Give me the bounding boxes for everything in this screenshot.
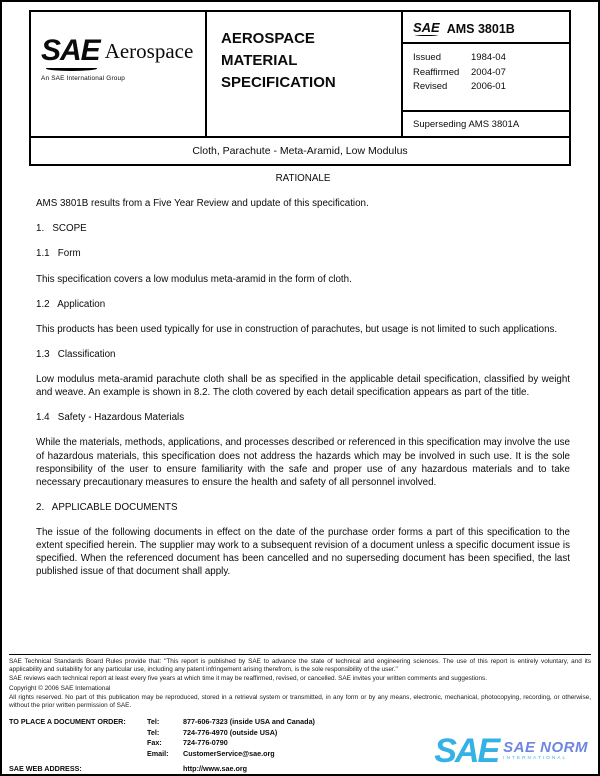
sae-norm-subtitle: INTERNATIONAL [503, 756, 568, 762]
section-text-application: This products has been used typically for use in construction of parachutes, but usage is not limited to such applications. [36, 323, 558, 335]
header-top-row [31, 12, 569, 136]
contact-key: Fax: [147, 738, 162, 748]
sae-norm-name: SAE NORM [503, 739, 588, 757]
web-url-link[interactable]: http://www.sae.org [183, 763, 248, 773]
section-text-classification: Low modulus meta-aramid parachute cloth shall be as specified in the applicable detail specification, classified by weight and weave. An example is shown in 8.2. The cloth covered by each detail specification appears as part of the title. [36, 374, 570, 399]
logo-division-name: Aerospace [104, 39, 194, 63]
rationale-text: AMS 3801B results from a Five Year Review and update of this specification. [36, 198, 369, 210]
spacer [9, 728, 147, 739]
revision-value: 2006-01 [471, 81, 506, 93]
doc-type-heading [207, 12, 403, 136]
section-heading-application: 1.2 Application [36, 298, 106, 310]
web-address-label: SAE WEB ADDRESS: [9, 763, 82, 773]
contact-value: 724-776-4970 (outside USA) [183, 727, 278, 737]
sae-norm-logo [434, 734, 588, 768]
email-link[interactable]: CustomerService@sae.org [183, 749, 275, 759]
section-heading-applicable-documents: 2. APPLICABLE DOCUMENTS [36, 501, 178, 513]
spacer [9, 749, 147, 760]
revision-table [403, 44, 569, 112]
contact-key: Email: [147, 749, 169, 759]
sae-logo-text: SAE [41, 34, 100, 67]
sae-logo-small-text: SAE [413, 20, 440, 35]
revision-label: Issued [413, 52, 441, 63]
document-title: Cloth, Parachute - Meta-Aramid, Low Modulus [31, 136, 569, 164]
doc-type-line-3: SPECIFICATION [221, 73, 336, 91]
section-text-applicable-documents: The issue of the following documents in effect on the date of the purchase order forms a part of this specification to the extent specified herein. The supplier may work to a subsequent revision of a document unless a specific document issue is specified. When the referenced document has been cancelled and no superseding document has been specified, the last published issue of that document shall apply. [36, 527, 570, 578]
revision-row [413, 51, 561, 66]
section-heading-scope: 1. SCOPE [36, 223, 87, 235]
doc-id-panel [403, 12, 569, 136]
revision-label: Reaffirmed [413, 66, 460, 78]
sae-swoosh-icon [46, 66, 97, 71]
revision-value: 1984-04 [471, 52, 506, 63]
order-label: TO PLACE A DOCUMENT ORDER: [9, 716, 126, 726]
rationale-heading: RATIONALE [275, 173, 331, 184]
revision-label: Revised [413, 81, 448, 93]
rights-notice: All rights reserved. No part of this publication may be reproduced, stored in a retrieval system or transmitted, in any form or by any means, electronic, mechanical, photocopying, recording, or otherwise, without the prior written permission of SAE. [9, 693, 591, 710]
legal-notice-2: SAE reviews each technical report at least every five years at which time it may be reaffirmed, revised, or cancelled. SAE invites your written comments and suggestions. [9, 674, 487, 682]
section-heading-classification: 1.3 Classification [36, 348, 116, 360]
copyright-line: Copyright © 2006 SAE International [9, 685, 111, 693]
sae-swoosh-small-icon [415, 34, 438, 36]
revision-row [413, 80, 561, 95]
logo-line [41, 36, 199, 71]
document-body [36, 172, 570, 591]
doc-number: AMS 3801B [446, 21, 515, 36]
sae-brand-glyph-icon: SAE [434, 732, 499, 770]
contact-value: 724-776-0790 [183, 738, 228, 748]
section-heading-form: 1.1 Form [36, 248, 81, 260]
section-heading-safety: 1.4 Safety - Hazardous Materials [36, 412, 185, 424]
revision-row [413, 66, 561, 81]
legal-notice-1: SAE Technical Standards Board Rules provide that: "This report is published by SAE to advance the state of technical and engineering sciences. The use of this report is entirely voluntary, and its applicability and suitability for any particular use, including any patent infringement arising therefrom, is the sole responsibility of the user." [9, 658, 591, 674]
document-header [29, 10, 571, 166]
sae-norm-wordmark [503, 740, 588, 762]
section-text-safety: While the materials, methods, applications, and processes described or referenced in this specification may involve the use of hazardous materials, this specification does not address the hazards which may be involved in such use. It is the sole responsibility of the user to ensure familiarity with the safe and proper use of any hazardous materials and to take necessary precautionary measures to ensure the health and safety of all personnel involved. [36, 437, 570, 488]
spacer [9, 738, 147, 749]
sae-logo [41, 36, 100, 71]
contact-value: 877-606-7323 (inside USA and Canada) [183, 716, 315, 726]
contact-key: Tel: [147, 727, 160, 737]
contact-key: Tel: [147, 716, 160, 726]
spacer [147, 764, 183, 775]
section-text-form: This specification covers a low modulus meta-aramid in the form of cloth. [36, 273, 352, 285]
logo-tagline: An SAE International Group [41, 75, 126, 82]
doc-type-line-2: MATERIAL [221, 51, 298, 69]
sae-logo-small [413, 21, 440, 36]
sae-aerospace-logo [31, 12, 207, 136]
doc-id-row [403, 12, 569, 44]
doc-type-line-1: AEROSPACE [221, 30, 315, 47]
revision-value: 2004-07 [471, 66, 506, 78]
superseding-note: Superseding AMS 3801A [413, 119, 520, 130]
